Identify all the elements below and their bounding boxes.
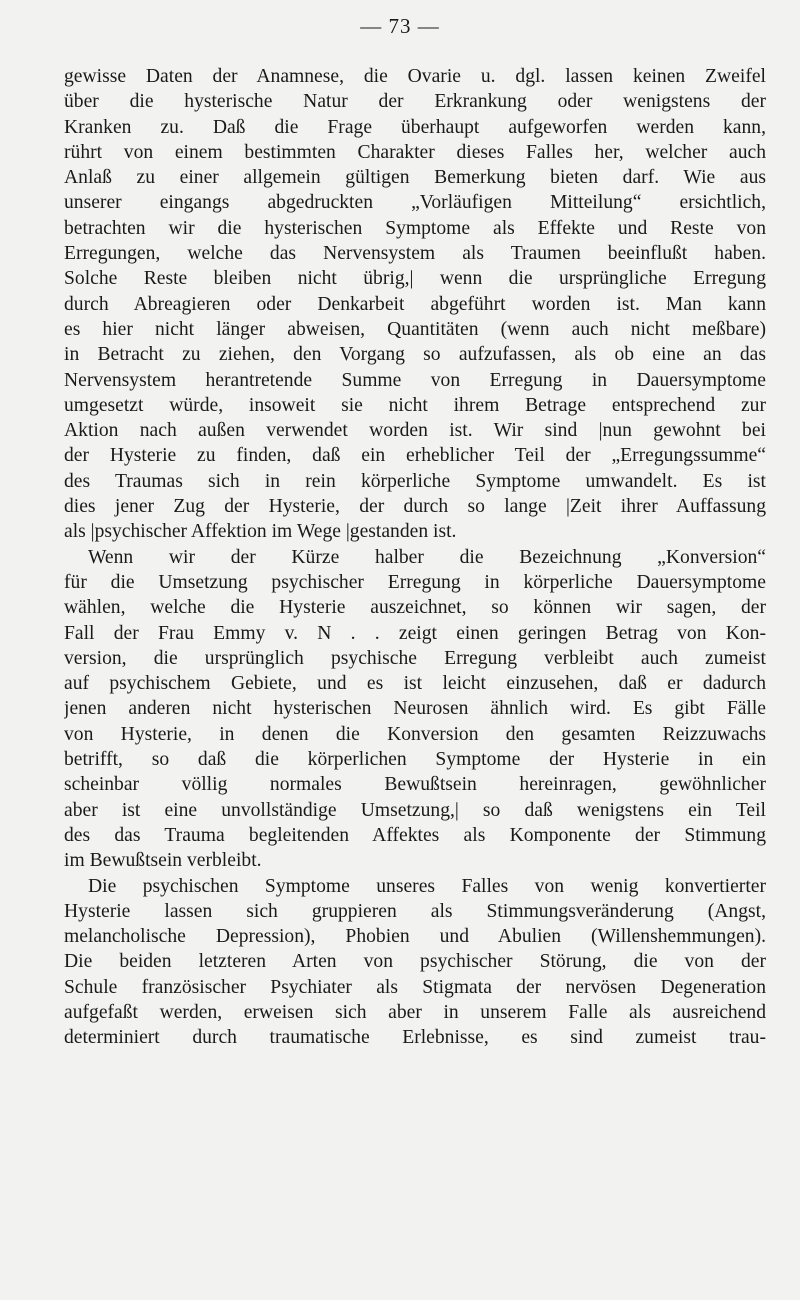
text-line: Hysterie lassen sich gruppieren als Stimmungsveränderung (Angst,: [64, 900, 766, 922]
text-line: Erregungen, welche das Nervensystem als Traumen beeinflußt haben.: [64, 243, 766, 265]
text-line: durch Abreagieren oder Denkarbeit abgeführt worden ist. Man kann: [64, 293, 766, 315]
text-line: Die psychischen Symptome unseres Falles von wenig konvertierter: [88, 875, 766, 897]
text-line: als |psychischer Affektion im Wege |gestanden ist.: [64, 521, 457, 543]
text-line: von Hysterie, in denen die Konversion den gesamten Reizzuwachs: [64, 723, 766, 745]
page-number: — 73 —: [360, 14, 440, 38]
text-line: unserer eingangs abgedruckten „Vorläufigen Mitteilung“ ersichtlich,: [64, 192, 766, 214]
text-line: für die Umsetzung psychischer Erregung in körperliche Dauersymptome: [64, 571, 766, 593]
text-line: Kranken zu. Daß die Frage überhaupt aufgeworfen werden kann,: [64, 116, 766, 138]
text-line: des Traumas sich in rein körperliche Symptome umwandelt. Es ist: [64, 470, 766, 492]
text-line: aber ist eine unvollständige Umsetzung,| so daß wenigstens ein Teil: [64, 799, 766, 821]
text-line: Nervensystem herantretende Summe von Erregung in Dauersymptome: [64, 369, 766, 391]
text-line: aufgefaßt werden, erweisen sich aber in unserem Falle als ausreichend: [64, 1001, 766, 1023]
text-line: Anlaß zu einer allgemein gültigen Bemerkung bieten darf. Wie aus: [64, 167, 766, 189]
text-line: version, die ursprünglich psychische Erregung verbleibt auch zumeist: [64, 647, 766, 669]
text-line: Die beiden letzteren Arten von psychischer Störung, die von der: [64, 951, 766, 973]
text-line: melancholische Depression), Phobien und Abulien (Willenshemmungen).: [64, 926, 766, 948]
text-line: Aktion nach außen verwendet worden ist. Wir sind |nun gewohnt bei: [64, 420, 766, 442]
text-line: des das Trauma begleitenden Affektes als Komponente der Stimmung: [64, 824, 766, 846]
text-line: umgesetzt würde, insoweit sie nicht ihrem Betrage entsprechend zur: [64, 394, 766, 416]
text-line: Wenn wir der Kürze halber die Bezeichnung „Konversion“: [88, 546, 766, 568]
text-line: auf psychischem Gebiete, und es ist leicht einzusehen, daß er dadurch: [64, 673, 766, 695]
text-line: wählen, welche die Hysterie auszeichnet, so können wir sagen, der: [64, 597, 766, 619]
text-line: Solche Reste bleiben nicht übrig,| wenn die ursprüngliche Erregung: [64, 268, 766, 290]
text-line: gewisse Daten der Anamnese, die Ovarie u. dgl. lassen keinen Zweifel: [64, 66, 766, 87]
text-line: im Bewußtsein verbleibt.: [64, 850, 262, 872]
text-line: rührt von einem bestimmten Charakter dieses Falles her, welcher auch: [64, 141, 766, 163]
text-line: betrachten wir die hysterischen Symptome als Effekte und Reste von: [64, 217, 766, 239]
text-line: scheinbar völlig normales Bewußtsein hereinragen, gewöhnlicher: [64, 774, 766, 796]
body-text: [64, 64, 766, 1051]
text-line: Schule französischer Psychiater als Stigmata der nervösen Degeneration: [64, 976, 766, 998]
text-line: determiniert durch traumatische Erlebnisse, es sind zumeist trau-: [64, 1027, 766, 1049]
text-line: der Hysterie zu finden, daß ein erheblicher Teil der „Erregungssumme“: [64, 445, 766, 467]
text-line: dies jener Zug der Hysterie, der durch so lange |Zeit ihrer Auffassung: [64, 496, 766, 518]
text-line: jenen anderen nicht hysterischen Neurosen ähnlich wird. Es gibt Fälle: [64, 698, 766, 720]
text-line: es hier nicht länger abweisen, Quantitäten (wenn auch nicht meßbare): [64, 318, 766, 340]
text-line: Fall der Frau Emmy v. N . . zeigt einen geringen Betrag von Kon-: [64, 622, 766, 644]
text-line: in Betracht zu ziehen, den Vorgang so aufzufassen, als ob eine an das: [64, 344, 766, 366]
text-line: über die hysterische Natur der Erkrankung oder wenigstens der: [64, 91, 766, 113]
text-line: betrifft, so daß die körperlichen Symptome der Hysterie in ein: [64, 749, 766, 771]
